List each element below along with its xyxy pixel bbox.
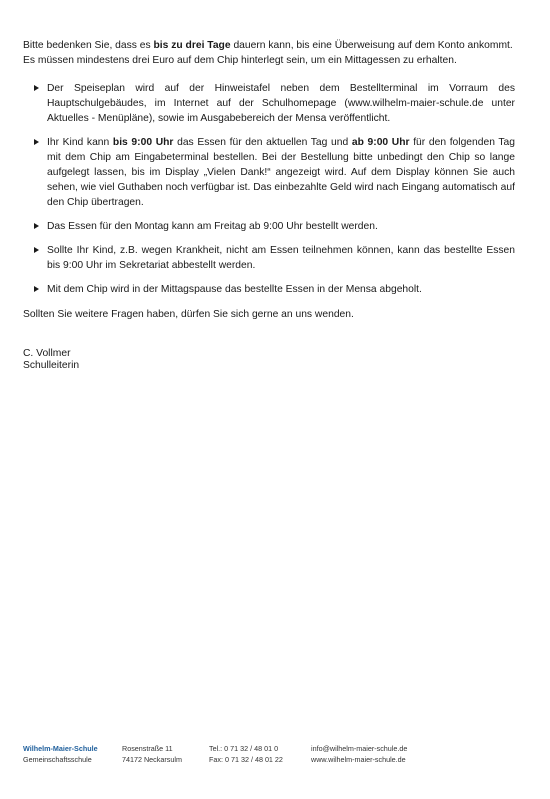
footer-city: 74172 Neckarsulm [122, 755, 182, 764]
footer-email: info@wilhelm-maier-schule.de [311, 744, 408, 753]
footer-website: www.wilhelm-maier-schule.de [311, 755, 406, 764]
closing-paragraph: Sollten Sie weitere Fragen haben, dürfen Sie sich gerne an uns wenden. [23, 309, 354, 320]
bullet-text: Mit dem Chip wird in der Mittagspause das bestellte Essen in der Mensa abgeholt. [47, 284, 422, 295]
signature-block [23, 348, 515, 372]
signature-name: C. Vollmer [23, 348, 71, 359]
bullet-text: Der Speiseplan wird auf der Hinweistafel neben dem Bestellterminal im Vorraum des Hauptschulgebäudes, im Internet auf der Schulhomepage (www.wilhelm-maier-schule.de unter Aktuelles - Menüpläne), sowie im Ausgabebereich der Mensa veröffentlicht. [47, 83, 515, 124]
bullet-text: Sollte Ihr Kind, z.B. wegen Krankheit, nicht am Essen teilnehmen können, kann das bestellte Essen bis 9:00 Uhr im Sekretariat abbestellt werden. [47, 245, 515, 271]
bullet-arrow-icon [34, 286, 39, 292]
bullet-arrow-icon [34, 223, 39, 229]
bullet-menu-plan [47, 81, 515, 126]
footer-contact-column [311, 743, 407, 765]
bullet-cancellation [47, 243, 515, 273]
intro-text-end: dauern kann, bis eine Überweisung auf dem Konto ankommt. Es müssen mindestens drei Euro auf dem Chip hinterlegt sein, um ein Mittagessen zu erhalten. [23, 40, 513, 66]
bullet-text: Ihr Kind kann [47, 137, 113, 148]
bullet-monday-order [47, 219, 515, 234]
letter-body [23, 38, 515, 372]
intro-emphasis: bis zu drei Tage [153, 40, 231, 51]
intro-text-start: Bitte bedenken Sie, dass es [23, 40, 154, 51]
footer-school-name: Wilhelm-Maier-Schule [23, 744, 98, 753]
bullet-text: Das Essen für den Montag kann am Freitag ab 9:00 Uhr bestellt werden. [47, 221, 378, 232]
bullet-ordering-times [47, 135, 515, 210]
bullet-text: für den folgenden Tag mit dem Chip am Eingabeterminal bestellen. Bei der Bestellung bitte unbedingt den Chip so lange aufgelegt lassen, bis im Display „Vielen Dank!“ angezeigt wird. Auf dem Display können Sie auch sehen, wie viel Guthaben noch verfügbar ist. Das einbezahlte Geld wird nach Eingang automatisch auf den Chip übertragen. [47, 137, 515, 208]
footer-address-column [122, 743, 182, 765]
signature-role: Schulleiterin [23, 360, 80, 371]
bullet-arrow-icon [34, 139, 39, 145]
intro-paragraph [23, 38, 515, 68]
footer-fax: Fax: 0 71 32 / 48 01 22 [209, 755, 283, 764]
bullet-pickup [47, 282, 515, 297]
info-bullet-list [23, 81, 515, 297]
bullet-text: das Essen für den aktuellen Tag und [173, 137, 352, 148]
bullet-emphasis: bis 9:00 Uhr [112, 137, 174, 148]
footer-street: Rosenstraße 11 [122, 744, 173, 753]
footer-tel: Tel.: 0 71 32 / 48 01 0 [209, 744, 279, 753]
footer-school-column [23, 743, 98, 765]
bullet-arrow-icon [34, 85, 39, 91]
footer-school-type: Gemeinschaftsschule [23, 755, 92, 764]
bullet-emphasis: ab 9:00 Uhr [351, 137, 410, 148]
bullet-arrow-icon [34, 247, 39, 253]
footer-phone-column [209, 743, 283, 765]
